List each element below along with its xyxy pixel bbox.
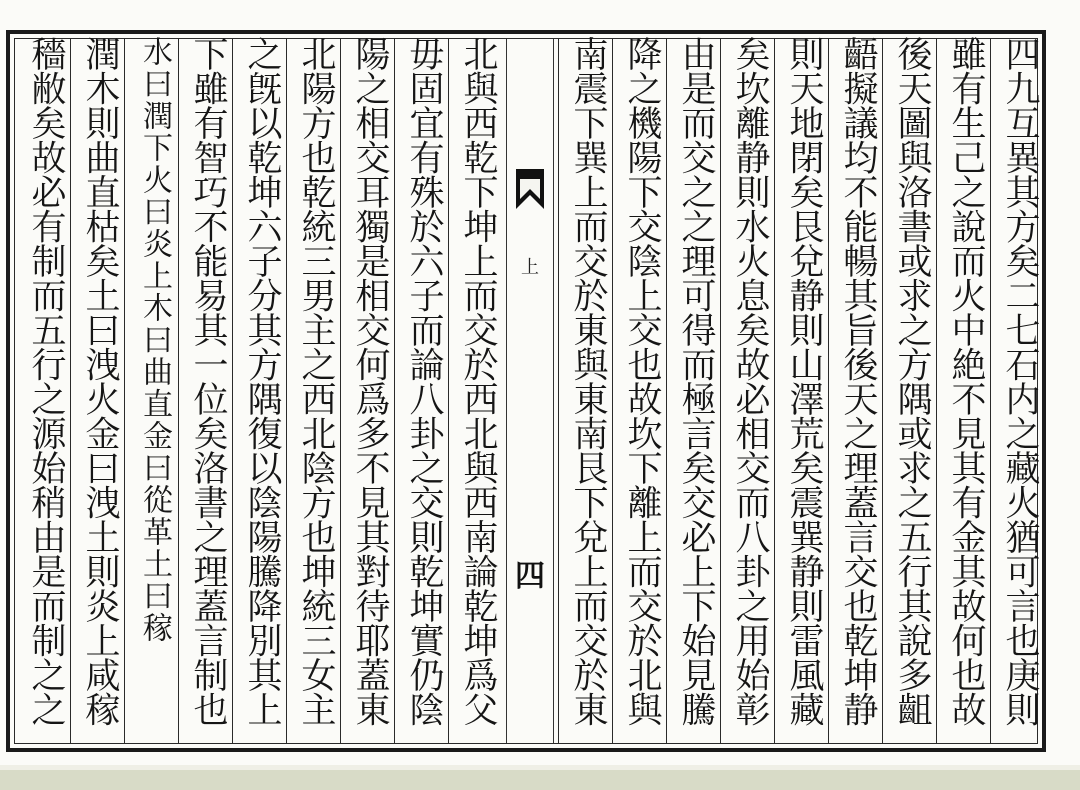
text-column: 潤木則曲直枯矣土曰洩火金曰洩土則炎上咸稼 <box>80 36 120 726</box>
text-column: 下雖有智巧不能易其一位矣洛書之理蓋言制也 <box>188 36 228 726</box>
fold-volume-char: 上 <box>521 257 539 278</box>
text-column: 南震下巽上而交於東與東南艮下兌上而交於東 <box>568 36 608 726</box>
center-fold <box>506 39 554 743</box>
text-column: 北與西乾下坤上而交於西北與西南論乾坤爲父 <box>458 36 498 726</box>
fish-tail-mark-icon <box>514 169 546 239</box>
text-column: 之旣以乾坤六子分其方隅復以陰陽騰降別其上 <box>242 36 282 726</box>
text-column: 水曰潤下火曰炎上木曰曲直金曰從革土曰稼 <box>137 36 172 644</box>
text-column: 後天圖與洛書或求之方隅或求之五行其說多齟 <box>892 36 932 726</box>
text-column: 毋固宜有殊於六子而論八卦之交則乾坤實仍陰 <box>404 36 444 726</box>
text-column: 降之機陽下交陰上交也故坎下離上而交於北與 <box>622 36 662 726</box>
text-column: 陽之相交耳獨是相交何爲多不見其對待耶蓋東 <box>350 36 390 726</box>
page-number: 四 <box>515 559 545 594</box>
text-column: 則天地閉矣艮兌静則山澤荒矣震巽静則雷風藏 <box>784 36 824 726</box>
text-column: 四九互異其方矣二七石内之藏火猶可言也庚則 <box>1000 36 1040 726</box>
column-rule <box>558 39 559 743</box>
scan-background-strip <box>0 770 1080 790</box>
text-column: 由是而交之之理可得而極言矣交必上下始見騰 <box>676 36 716 726</box>
text-column: 穡敝矣故必有制而五行之源始稍由是而制之之 <box>26 36 66 726</box>
text-column: 北陽方也乾統三男主之西北陰方也坤統三女主 <box>296 36 336 726</box>
text-column: 齬擬議均不能暢其旨後天之理蓋言交也乾坤静 <box>838 36 878 726</box>
text-column: 矣坎離静則水火息矣故必相交而八卦之用始彰 <box>730 36 770 726</box>
text-column: 雖有生己之說而火中絶不見其有金其故何也故 <box>946 36 986 726</box>
